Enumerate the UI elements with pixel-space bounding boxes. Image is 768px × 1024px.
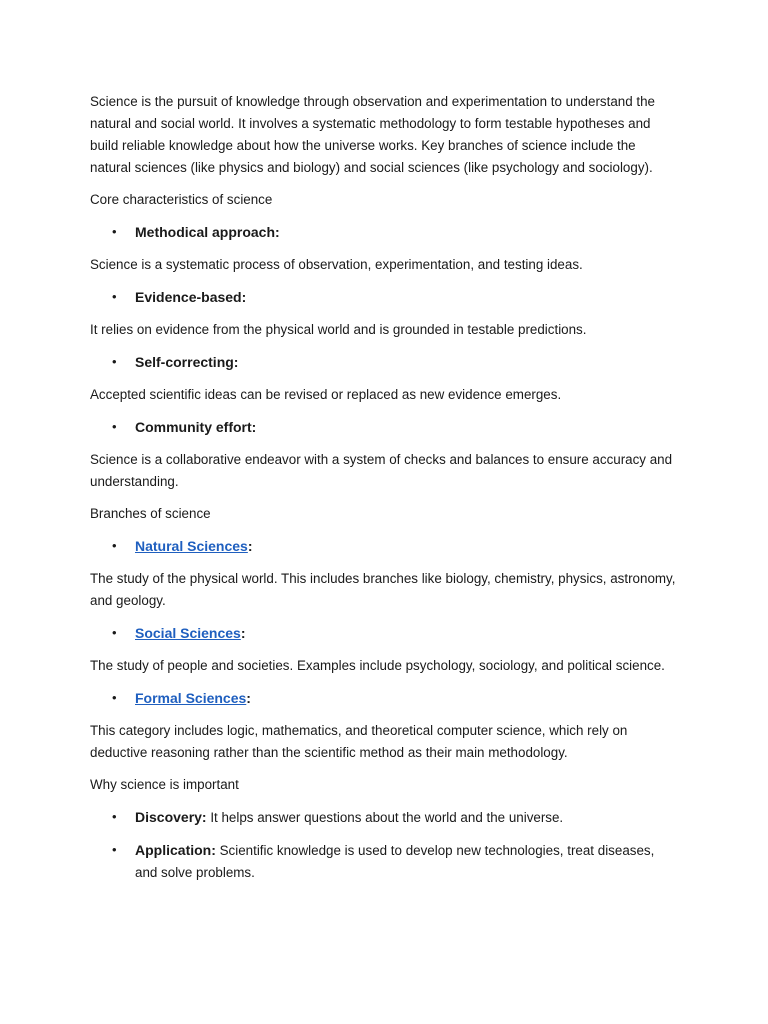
bullet-community-effort xyxy=(90,416,680,439)
bullet-self-correcting xyxy=(90,351,680,374)
bullet-dot-icon: • xyxy=(112,419,117,434)
bullet-discovery xyxy=(90,806,680,829)
bullet-application xyxy=(90,839,680,884)
bullet-dot-icon: • xyxy=(112,289,117,304)
bullet-dot-icon: • xyxy=(112,842,117,857)
bullet-title: Discovery: xyxy=(135,809,207,825)
bullet-title: Self-correcting: xyxy=(135,354,239,370)
bullet-methodical-approach xyxy=(90,221,680,244)
link-suffix: : xyxy=(247,538,253,554)
bullet-title: Application: xyxy=(135,842,216,858)
importance-heading: Why science is important xyxy=(90,777,239,792)
bullet-natural-sciences xyxy=(90,535,680,558)
branches-heading: Branches of science xyxy=(90,506,211,521)
evidence-based-text: It relies on evidence from the physical world and is grounded in testable predictions. xyxy=(90,322,587,337)
methodical-approach-text: Science is a systematic process of observation, experimentation, and testing ideas. xyxy=(90,257,583,272)
natural-sciences-link[interactable]: Natural Sciences xyxy=(135,538,248,554)
bullet-title: Community effort: xyxy=(135,419,257,435)
link-suffix: : xyxy=(246,690,251,706)
bullet-dot-icon: • xyxy=(112,690,117,705)
bullet-dot-icon: • xyxy=(112,354,117,369)
bullet-evidence-based xyxy=(90,286,680,309)
bullet-social-sciences xyxy=(90,622,680,645)
self-correcting-text: Accepted scientific ideas can be revised or replaced as new evidence emerges. xyxy=(90,387,562,402)
social-sciences-link[interactable]: Social Sciences xyxy=(135,625,241,641)
bullet-dot-icon: • xyxy=(112,224,117,239)
formal-sciences-text: This category includes logic, mathematics, and theoretical computer science, which rely on deductive reasoning rather than the scientific method as their main methodology. xyxy=(90,723,628,760)
bullet-title: Evidence-based: xyxy=(135,289,247,305)
document-page xyxy=(90,91,680,894)
bullet-dot-icon: • xyxy=(112,538,117,553)
bullet-dot-icon: • xyxy=(112,809,117,824)
bullet-formal-sciences xyxy=(90,687,680,710)
natural-sciences-text: The study of the physical world. This includes branches like biology, chemistry, physics, astronomy, and geology. xyxy=(90,571,676,608)
link-suffix: : xyxy=(240,625,246,641)
community-effort-text: Science is a collaborative endeavor with a system of checks and balances to ensure accuracy and understanding. xyxy=(90,452,673,489)
bullet-text: Scientific knowledge is used to develop new technologies, treat diseases, and solve problems. xyxy=(135,843,655,880)
core-characteristics-heading: Core characteristics of science xyxy=(90,192,273,207)
social-sciences-text: The study of people and societies. Examples include psychology, sociology, and political science. xyxy=(90,658,665,673)
formal-sciences-link[interactable]: Formal Sciences xyxy=(135,690,247,706)
bullet-title: Methodical approach: xyxy=(135,224,280,240)
intro-paragraph: Science is the pursuit of knowledge through observation and experimentation to understand the natural and social world. It involves a systematic methodology to form testable hypotheses and build reliable knowledge about how the universe works. Key branches of science include the natural sciences (like physics and biology) and social sciences (like psychology and sociology). xyxy=(90,94,656,175)
bullet-text: It helps answer questions about the world and the universe. xyxy=(206,810,564,825)
bullet-dot-icon: • xyxy=(112,625,117,640)
